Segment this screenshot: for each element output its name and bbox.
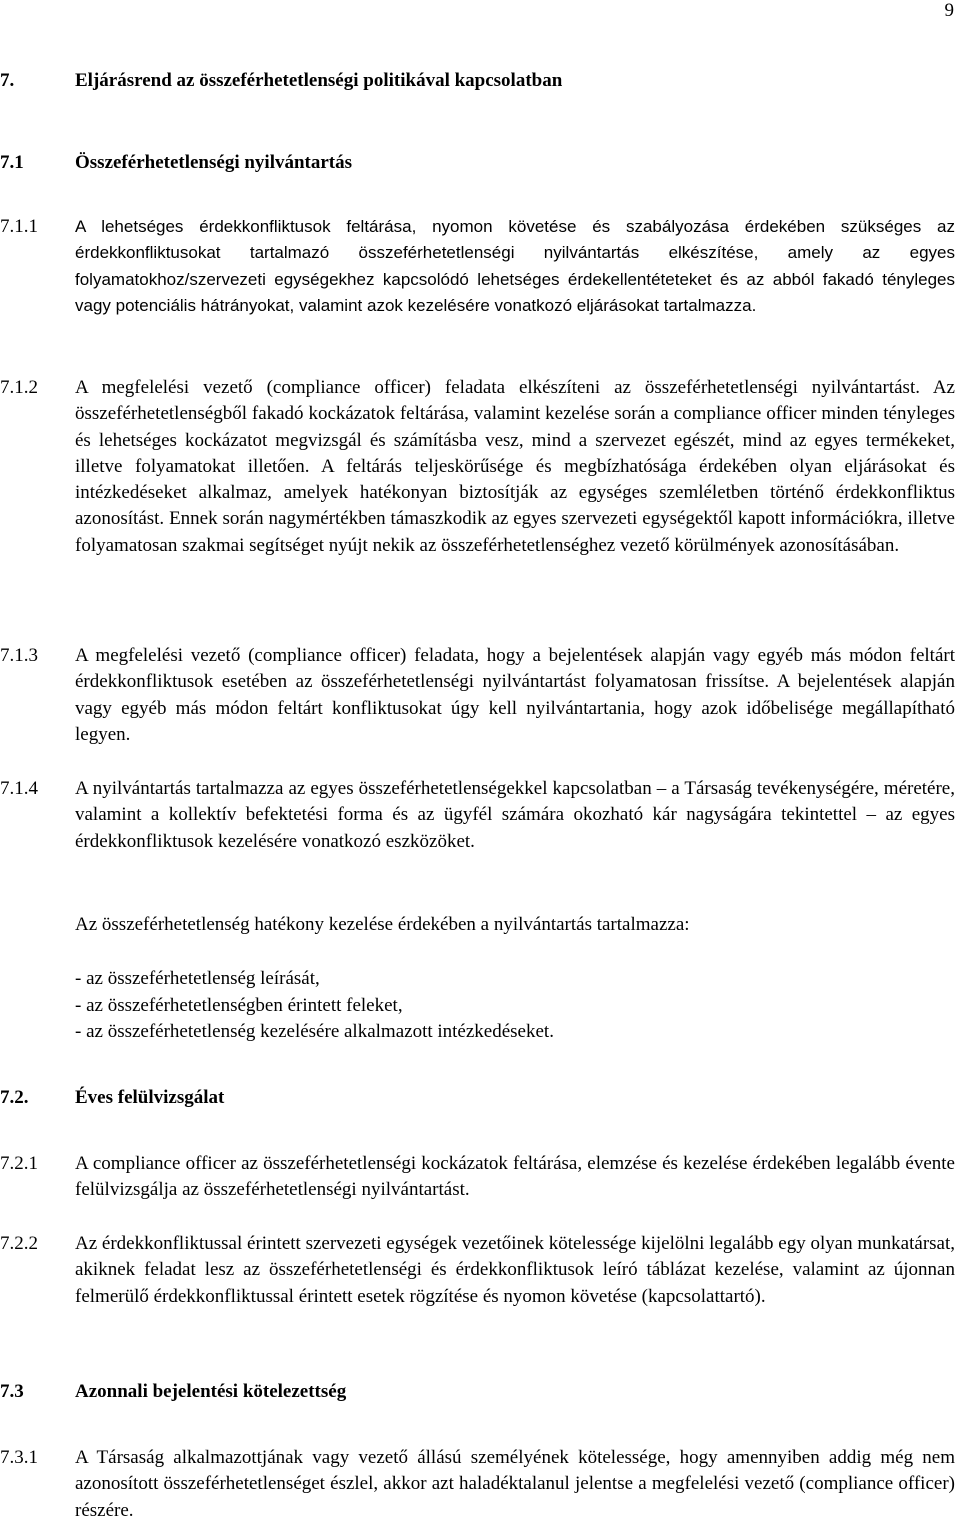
content-list bbox=[75, 966, 955, 1046]
section-number: 7.3 bbox=[0, 1381, 24, 1402]
section-title: Azonnali bejelentési kötelezettség bbox=[75, 1381, 347, 1402]
paragraph-text: A nyilvántartás tartalmazza az egyes összeférhetetlenségekkel kapcsolatban – a Társaság tevékenységére, méretére, valamint a kollektív befektetési forma és az ügyfél számára okozható kár nagyságára tekintettel – az egyes érdekkonfliktusok kezelésére vonatkozó eszközöket. bbox=[75, 778, 955, 852]
paragraph-7-2-1 bbox=[0, 1151, 955, 1204]
list-item: - az összeférhetetlenségben érintett feleket, bbox=[75, 994, 403, 1016]
paragraph-text: A megfelelési vezető (compliance officer) feladata elkészíteni az összeférhetetlenségi nyilvántartást. Az összeférhetetlenségből fakadó kockázatok feltárása, valamint kezelése során a compliance officer minden tényleges és lehetséges kockázatot megvizsgál és számításba vesz, mind a szervezet egészét, mind az egyes termékeket, illetve folyamatokat illetően. A feltárás teljeskörűsége és megbízhatósága érdekében olyan eljárásokat és intézkedéseket alkalmaz, amelyek hatékonyan biztosítják az egységes szemléletben történő érdekkonfliktus azonosítást. Ennek során nagymértékben támaszkodik az egyes szervezeti egységektől kapott információkra, illetve folyamatosan szakmai segítséget nyújt nekik az összeférhetetlenséghez vezető körülmények azonosításában. bbox=[75, 377, 955, 556]
paragraph-7-1-2 bbox=[0, 375, 955, 559]
section-title: Eljárásrend az összeférhetetlenségi politikával kapcsolatban bbox=[75, 70, 563, 91]
paragraph-number: 7.2.1 bbox=[0, 1153, 38, 1174]
list-item: - az összeférhetetlenség kezelésére alkalmazott intézkedéseket. bbox=[75, 1021, 554, 1043]
section-number: 7. bbox=[0, 70, 15, 91]
paragraph-7-1-4 bbox=[0, 776, 955, 855]
list-item: - az összeférhetetlenség leírását, bbox=[75, 968, 320, 989]
paragraph-text: A megfelelési vezető (compliance officer) feladata, hogy a bejelentések alapján vagy egyéb más módon feltárt érdekkonfliktusok esetében az összeférhetetlenségi nyilvántartást folyamatosan frissítse. A bejelentések alapján vagy egyéb más módon feltárt konfliktusokat úgy kell nyilvántartania, hogy azok időbelisége megállapítható legyen. bbox=[75, 645, 955, 745]
paragraph-7-1-3 bbox=[0, 643, 955, 748]
paragraph-number: 7.1.1 bbox=[0, 216, 38, 237]
section-number: 7.1 bbox=[0, 152, 24, 173]
paragraph-number: 7.2.2 bbox=[0, 1233, 38, 1254]
paragraph-number: 7.1.3 bbox=[0, 645, 38, 666]
paragraph-7-1-1 bbox=[0, 214, 955, 319]
section-number: 7.2. bbox=[0, 1087, 29, 1108]
paragraph-number: 7.3.1 bbox=[0, 1447, 38, 1468]
paragraph-text: A lehetséges érdekkonfliktusok feltárása, nyomon követése és szabályozása érdekében szükséges az érdekkonfliktusokat tartalmazó összeférhetetlenségi nyilvántartás elkészítése, amely az egyes folyamatokhoz/szervezeti egységekhez kapcsolódó lehetséges érdekellentéteteket és az abból fakadó tényleges vagy potenciális hátrányokat, valamint azok kezelésére vonatkozó eljárásokat tartalmazza. bbox=[75, 217, 955, 315]
paragraph-text: A Társaság alkalmazottjának vagy vezető állású személyének kötelessége, hogy amennyiben addig még nem azonosított összeférhetetlenséget észlel, akkor azt haladéktalanul jelentse a megfelelési vezető (compliance officer) részére. bbox=[75, 1447, 955, 1521]
page-number: 9 bbox=[944, 0, 954, 21]
paragraph-7-3-1 bbox=[0, 1445, 955, 1524]
paragraph-text: Az érdekkonfliktussal érintett szervezeti egységek vezetőinek kötelessége kijelölni legalább egy olyan munkatársat, akiknek feladat lesz az összeférhetetlenségi és érdekkonfliktusok leíró táblázat kezelése, valamint az újonnan felmerülő érdekkonfliktussal érintett esetek rögzítése és nyomon követése (kapcsolattartó). bbox=[75, 1233, 956, 1307]
paragraph-number: 7.1.4 bbox=[0, 778, 38, 799]
list-intro: Az összeférhetetlenség hatékony kezelése érdekében a nyilvántartás tartalmazza: bbox=[75, 914, 690, 935]
section-title: Összeférhetetlenségi nyilvántartás bbox=[75, 152, 353, 173]
section-title: Éves felülvizsgálat bbox=[75, 1087, 225, 1108]
paragraph-7-2-2 bbox=[0, 1231, 955, 1310]
paragraph-text: A compliance officer az összeférhetetlenségi kockázatok feltárása, elemzése és kezelése érdekében legalább évente felülvizsgálja az összeférhetetlenségi nyilvántartást. bbox=[75, 1153, 955, 1201]
paragraph-number: 7.1.2 bbox=[0, 377, 38, 398]
